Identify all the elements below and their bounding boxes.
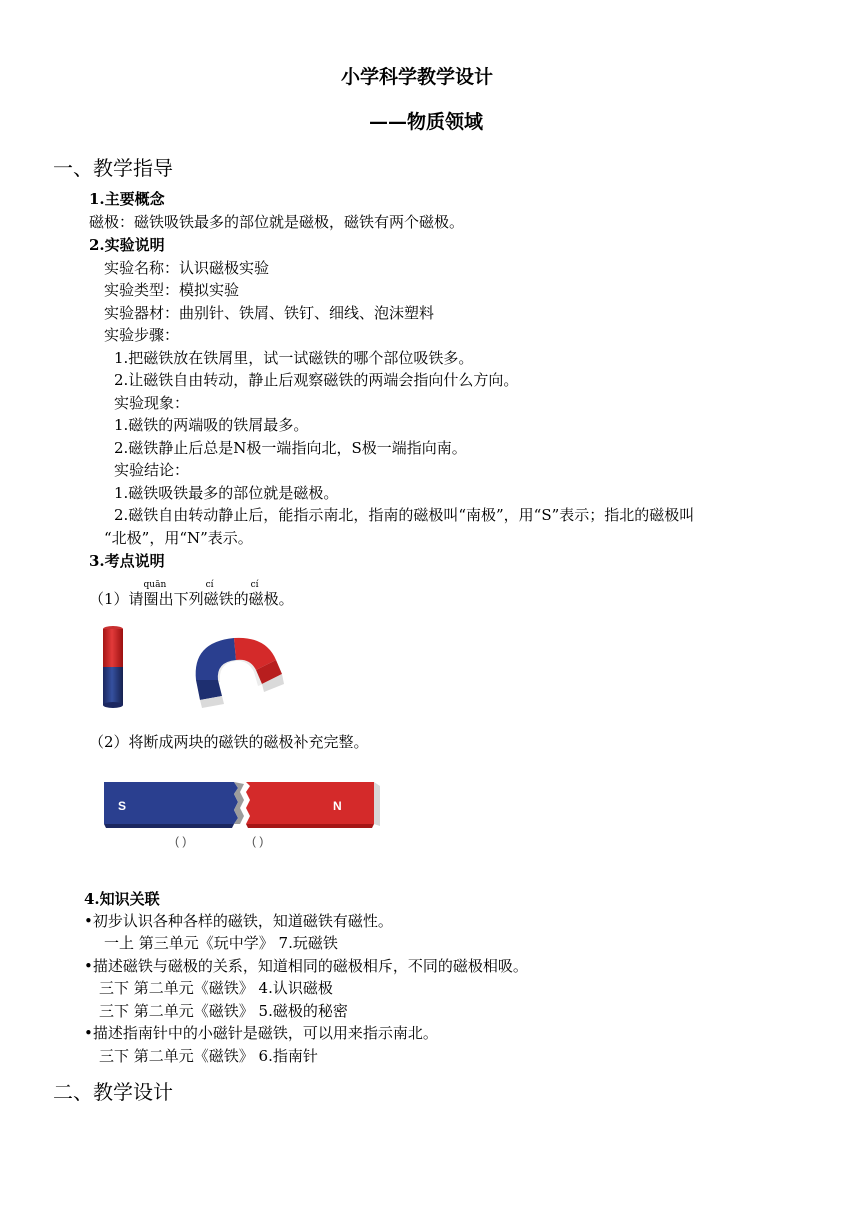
quan-char bbox=[143, 580, 167, 608]
question-2: （2）将断成两块的磁铁的磁极补充完整。 bbox=[89, 733, 369, 751]
ci-text-2: 磁 bbox=[248, 590, 264, 608]
experiment-step: 1.把磁铁放在铁屑里，试一试磁铁的哪个部位吸铁多。 bbox=[114, 349, 474, 367]
knowledge-line: •描述指南针中的小磁针是磁铁，可以用来指示南北。 bbox=[84, 1024, 438, 1042]
broken-magnet-image bbox=[98, 778, 382, 830]
ci-text-1: 磁 bbox=[203, 590, 219, 608]
experiment-type: 实验类型：模拟实验 bbox=[104, 281, 240, 299]
question-1-prefix: （1）请 bbox=[89, 590, 144, 608]
question-1-mid2: 铁的 bbox=[218, 590, 249, 608]
magnet-n-label: N bbox=[333, 799, 342, 813]
answer-blank-2[interactable]: ( ) bbox=[252, 834, 264, 848]
experiment-step: 2.让磁铁自由转动，静止后观察磁铁的两端会指向什么方向。 bbox=[114, 371, 519, 389]
document-title: 小学科学教学设计 bbox=[341, 66, 494, 88]
phenomenon-item: 1.磁铁的两端吸的铁屑最多。 bbox=[114, 416, 309, 434]
ruby-ci-2: cí bbox=[250, 580, 259, 590]
question-1 bbox=[89, 580, 294, 609]
section-heading-1: 一、教学指导 bbox=[53, 156, 173, 180]
ci-char-2 bbox=[248, 580, 264, 608]
question-1-end: 极。 bbox=[263, 590, 294, 608]
ruby-ci-1: cí bbox=[205, 580, 214, 590]
experiment-heading: 2.实验说明 bbox=[89, 236, 165, 254]
section-heading-2: 二、教学设计 bbox=[53, 1080, 173, 1104]
concept-text: 磁极：磁铁吸铁最多的部位就是磁极，磁铁有两个磁极。 bbox=[89, 213, 465, 231]
experiment-name: 实验名称：认识磁极实验 bbox=[104, 259, 270, 277]
knowledge-line: 一上 第三单元《玩中学》 7.玩磁铁 bbox=[104, 934, 338, 952]
experiment-equipment: 实验器材：曲别针、铁屑、铁钉、细线、泡沫塑料 bbox=[104, 304, 435, 322]
quan-text: 圈 bbox=[143, 590, 159, 608]
horseshoe-magnet-image bbox=[186, 630, 286, 712]
knowledge-line: 三下 第二单元《磁铁》 5.磁极的秘密 bbox=[99, 1002, 348, 1020]
ruby-quan: quān bbox=[143, 580, 167, 590]
knowledge-heading: 4.知识关联 bbox=[84, 890, 160, 908]
answer-blank-1[interactable]: ( ) bbox=[175, 834, 187, 848]
knowledge-line: 三下 第二单元《磁铁》 4.认识磁极 bbox=[99, 979, 333, 997]
experiment-steps-label: 实验步骤： bbox=[104, 326, 180, 344]
conclusion-item: “北极”，用“N”表示。 bbox=[104, 529, 253, 547]
knowledge-line: •描述磁铁与磁极的关系，知道相同的磁极相斥，不同的磁极相吸。 bbox=[84, 957, 528, 975]
concept-heading: 1.主要概念 bbox=[89, 190, 165, 208]
conclusion-label: 实验结论： bbox=[114, 461, 190, 479]
question-1-mid: 出下列 bbox=[158, 590, 204, 608]
ci-char-1 bbox=[203, 580, 219, 608]
conclusion-item: 2.磁铁自由转动静止后，能指示南北，指南的磁极叫“南极”，用“S”表示；指北的磁极叫 bbox=[114, 506, 695, 524]
knowledge-line: •初步认识各种各样的磁铁，知道磁铁有磁性。 bbox=[84, 912, 393, 930]
knowledge-line: 三下 第二单元《磁铁》 6.指南针 bbox=[99, 1047, 318, 1065]
phenomena-label: 实验现象： bbox=[114, 394, 190, 412]
exam-heading: 3.考点说明 bbox=[89, 552, 165, 570]
document-subtitle: ——物质领域 bbox=[369, 111, 484, 133]
phenomenon-item: 2.磁铁静止后总是N极一端指向北，S极一端指向南。 bbox=[114, 439, 467, 457]
bar-magnet-image bbox=[98, 625, 128, 710]
conclusion-item: 1.磁铁吸铁最多的部位就是磁极。 bbox=[114, 484, 339, 502]
magnet-s-label: S bbox=[118, 799, 127, 813]
